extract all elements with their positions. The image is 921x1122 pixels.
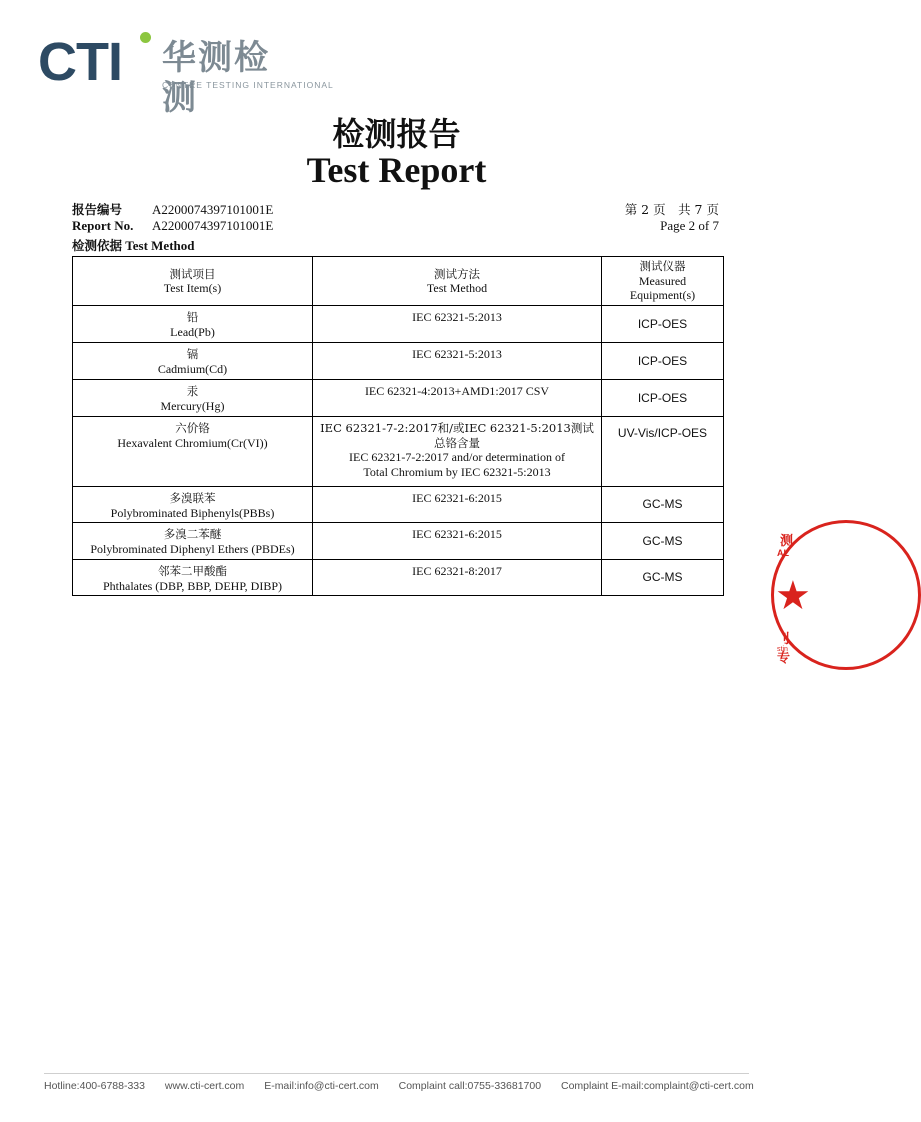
item-en: Phthalates (DBP, BBP, DEHP, DIBP) xyxy=(102,578,283,593)
item-cn: 六价铬 xyxy=(175,421,210,435)
equipment-cell: ICP-OES xyxy=(602,343,724,380)
method-heading xyxy=(72,238,194,254)
item-en: Hexavalent Chromium(Cr(VI)) xyxy=(117,435,268,450)
seal-glyph: stin xyxy=(777,646,788,653)
logo-brand: CTI xyxy=(38,32,122,92)
table-row xyxy=(73,417,724,487)
seal-glyph: 刂专 xyxy=(777,632,791,666)
method-line: IEC 62321-5:2013 xyxy=(412,347,502,361)
header-item-cn: 测试项目 xyxy=(169,266,216,281)
item-cell xyxy=(73,523,313,560)
item-en: Mercury(Hg) xyxy=(160,398,225,413)
item-en: Lead(Pb) xyxy=(170,324,215,339)
table-row xyxy=(73,343,724,380)
equipment-cell: ICP-OES xyxy=(602,380,724,417)
footer-complaint-call: Complaint call:0755-33681700 xyxy=(398,1080,542,1092)
equipment-cell: GC-MS xyxy=(602,523,724,560)
footer xyxy=(44,1080,754,1092)
table-row xyxy=(73,306,724,343)
method-cell xyxy=(313,417,602,487)
title-en: Test Report xyxy=(306,150,487,190)
header-test-item xyxy=(73,257,313,306)
test-method-table xyxy=(72,256,724,596)
item-cn: 多溴联苯 xyxy=(169,491,216,505)
header-item-en: Test Item(s) xyxy=(163,281,222,295)
method-line: IEC 62321-5:2013 xyxy=(412,310,502,324)
report-label-cn: 报告编号 xyxy=(72,202,123,217)
item-cell xyxy=(73,306,313,343)
item-cell xyxy=(73,560,313,596)
method-cell xyxy=(313,380,602,417)
header-method-cn: 测试方法 xyxy=(434,266,480,281)
method-line: IEC 62321-6:2015 xyxy=(412,527,502,541)
table-row xyxy=(73,523,724,560)
item-en: Polybrominated Biphenyls(PBBs) xyxy=(110,505,275,520)
report-number-cn: A2200074397101001E xyxy=(152,202,274,217)
header-equipment xyxy=(602,257,724,306)
logo-dot-icon xyxy=(140,32,151,43)
method-line: IEC 62321-6:2015 xyxy=(412,491,502,505)
item-cn: 镉 xyxy=(186,347,199,361)
footer-email[interactable]: E-mail:info@cti-cert.com xyxy=(264,1080,379,1092)
item-cell xyxy=(73,487,313,523)
method-cell xyxy=(313,560,602,596)
method-line: IEC 62321-8:2017 xyxy=(412,564,502,578)
header-test-method xyxy=(313,257,602,306)
method-cell xyxy=(313,487,602,523)
page-number-cn: 第 2 页 共 7 页 xyxy=(624,202,719,217)
page-number-en: Page 2 of 7 xyxy=(660,218,719,233)
method-line: 总铬含量 xyxy=(434,435,480,450)
seal-glyph: AL xyxy=(777,548,789,558)
title-cn: 检测报告 xyxy=(332,115,461,153)
header-equip-en1: Measured xyxy=(638,273,687,288)
table-row xyxy=(73,380,724,417)
logo-name-en: CENTRE TESTING INTERNATIONAL xyxy=(162,80,334,90)
footer-divider xyxy=(44,1073,749,1074)
equipment-cell: GC-MS xyxy=(602,487,724,523)
method-line: IEC 62321-7-2:2017和/或IEC 62321-5:2013测试 xyxy=(320,421,594,435)
footer-complaint-email[interactable]: Complaint E-mail:complaint@cti-cert.com xyxy=(560,1080,754,1092)
equipment-cell: UV-Vis/ICP-OES xyxy=(602,417,724,487)
item-cell xyxy=(73,417,313,487)
item-cn: 汞 xyxy=(186,384,199,398)
method-cell xyxy=(313,523,602,560)
seal-stamp-icon xyxy=(771,520,811,672)
report-label-en: Report No. xyxy=(72,218,134,233)
item-cell xyxy=(73,380,313,417)
report-number-en: A2200074397101001E xyxy=(152,218,274,233)
method-line: IEC 62321-7-2:2017 and/or determination of xyxy=(349,450,565,464)
report-number-cn-row xyxy=(72,202,273,218)
logo-name-cn: 华测检测 xyxy=(162,38,270,118)
item-en: Polybrominated Diphenyl Ethers (PBDEs) xyxy=(90,541,295,556)
method-heading-en: Test Method xyxy=(125,238,195,253)
item-cn: 多溴二苯醚 xyxy=(163,527,222,541)
table-row xyxy=(73,560,724,596)
method-cell xyxy=(313,343,602,380)
company-logo xyxy=(38,32,334,118)
table-row xyxy=(73,487,724,523)
header-equip-en2: Equipment(s) xyxy=(629,288,696,303)
star-icon: ★ xyxy=(775,573,811,618)
equipment-cell: GC-MS xyxy=(602,560,724,596)
footer-website[interactable]: www.cti-cert.com xyxy=(164,1080,245,1092)
item-cn: 邻苯二甲酸酯 xyxy=(158,564,227,578)
method-cell xyxy=(313,306,602,343)
item-cell xyxy=(73,343,313,380)
table-header-row xyxy=(73,257,724,306)
report-number-en-row xyxy=(72,218,273,234)
footer-hotline: Hotline:400-6788-333 xyxy=(44,1080,145,1092)
method-line: IEC 62321-4:2013+AMD1:2017 CSV xyxy=(364,384,550,398)
item-en: Cadmium(Cd) xyxy=(157,361,228,376)
seal-glyph: 测 xyxy=(780,534,794,549)
header-equip-cn: 测试仪器 xyxy=(639,259,686,274)
item-cn: 铅 xyxy=(186,310,199,324)
method-line: Total Chromium by IEC 62321-5:2013 xyxy=(363,464,551,479)
method-heading-cn: 检测依据 xyxy=(72,238,123,253)
header-method-en: Test Method xyxy=(426,281,488,295)
equipment-cell: ICP-OES xyxy=(602,306,724,343)
